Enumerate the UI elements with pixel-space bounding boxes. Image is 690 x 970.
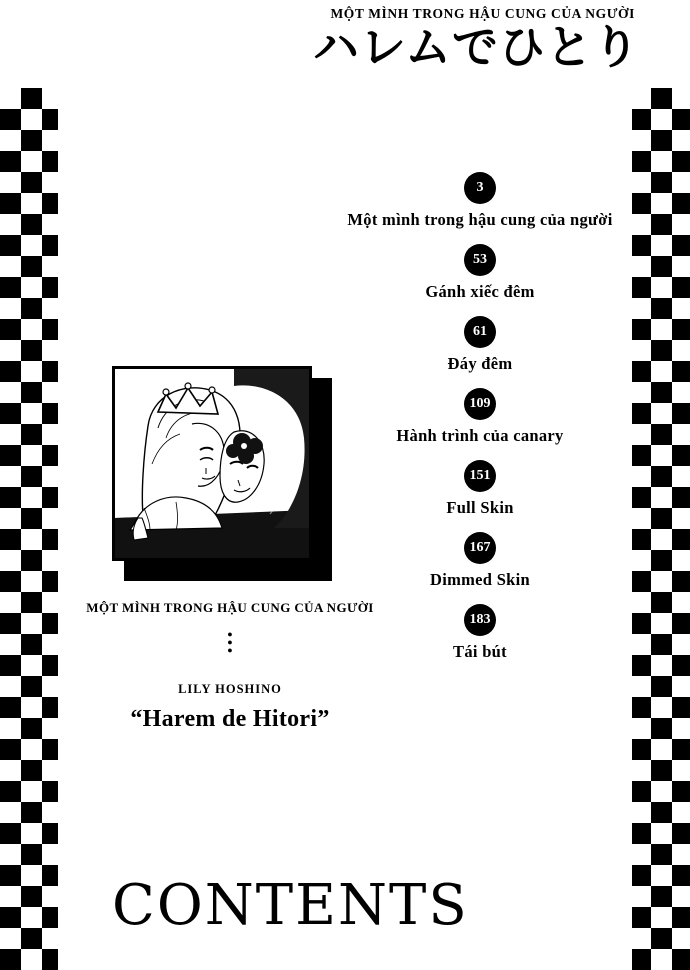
cover-art-frame	[112, 366, 312, 561]
toc-entry[interactable]	[300, 244, 660, 302]
toc-page-badge: 109	[464, 388, 496, 420]
toc-entry[interactable]	[300, 532, 660, 590]
cover-separator-dots: ● ● ●	[227, 629, 233, 655]
toc-entry-title: Full Skin	[446, 498, 514, 517]
header-subtitle: MỘT MÌNH TRONG HẬU CUNG CỦA NGƯỜI	[330, 6, 635, 21]
toc-page-badge: 183	[464, 604, 496, 636]
toc-page-badge: 167	[464, 532, 496, 564]
romaji-title: “Harem de Hitori”	[130, 706, 330, 732]
toc-entry-title: Đáy đêm	[447, 354, 513, 373]
contents-label: CONTENTS	[112, 873, 469, 938]
toc-entry[interactable]	[300, 604, 660, 662]
toc-entry[interactable]	[300, 460, 660, 518]
toc-entry[interactable]	[300, 316, 660, 374]
toc-entry-title: Hành trình của canary	[396, 426, 564, 445]
toc-entry-title: Một mình trong hậu cung của người	[347, 210, 613, 229]
cover-artwork	[114, 368, 310, 559]
toc-entry-title: Gánh xiếc đêm	[425, 282, 535, 301]
toc-page-badge: 61	[464, 316, 496, 348]
toc-page-badge: 3	[464, 172, 496, 204]
author-name: LILY HOSHINO	[178, 682, 282, 696]
table-of-contents	[300, 172, 660, 676]
toc-entry[interactable]	[300, 388, 660, 446]
cover-caption: MỘT MÌNH TRONG HẬU CUNG CỦA NGƯỜI	[86, 600, 374, 615]
toc-page-badge: 151	[464, 460, 496, 492]
toc-entry-title: Tái bút	[453, 642, 507, 661]
toc-page-badge: 53	[464, 244, 496, 276]
page-header	[0, 0, 690, 88]
toc-entry[interactable]	[300, 172, 660, 230]
cover-illustration	[112, 366, 332, 581]
toc-entry-title: Dimmed Skin	[429, 570, 531, 589]
page-title: ハレムでひとり	[312, 20, 640, 74]
